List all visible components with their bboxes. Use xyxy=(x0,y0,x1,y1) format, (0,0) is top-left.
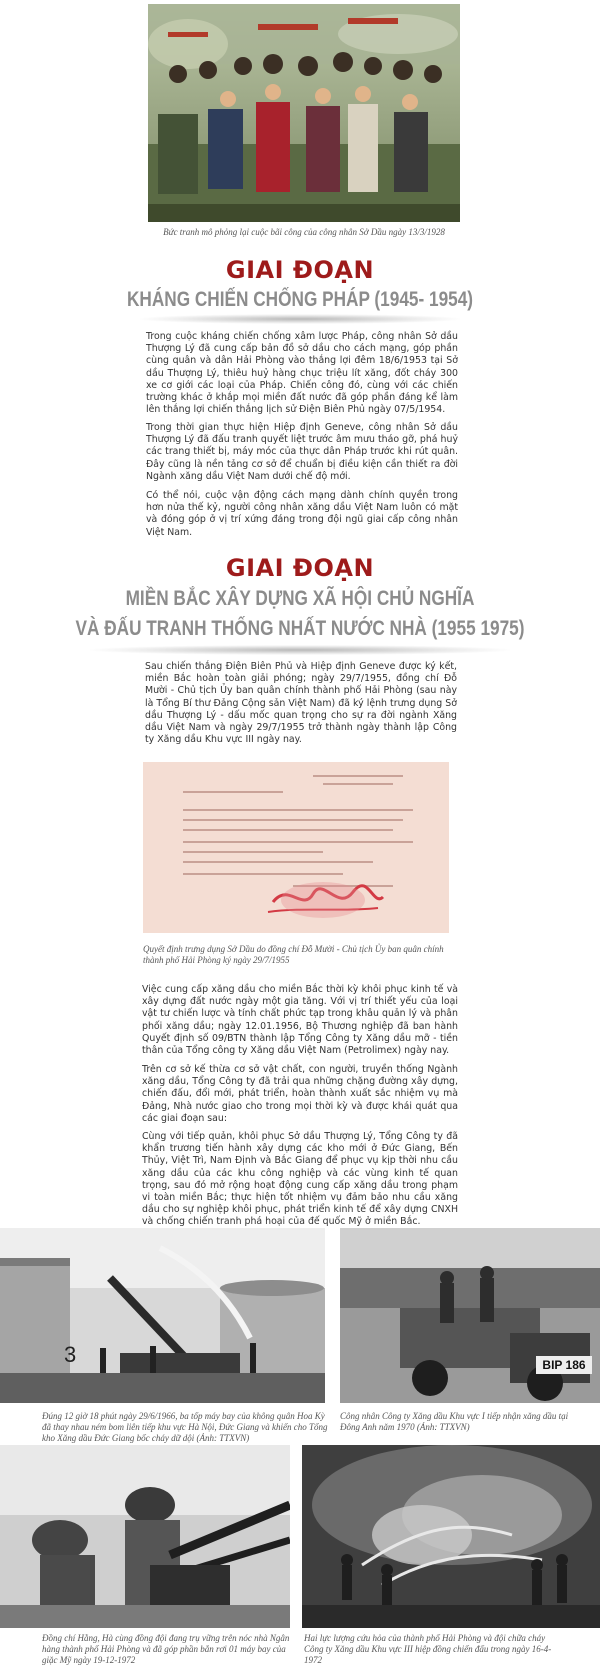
strike-painting-image xyxy=(148,4,460,222)
section2-paragraph-3: Trên cơ sở kế thừa cơ sở vật chất, con người, truyền thống Ngành xăng dầu, Tổng Công ty đã trải qua những chặng đường xây dựng, chiến đấu, đổi mới, phát triển, hoàn thành xuất sắc nhiệm vụ mà Đảng, Nhà nước giao cho trong mọi thời kỳ và được khái quát qua các giai đoạn sau: xyxy=(142,1064,458,1124)
section2-title-line1: MIỀN BẮC XÂY DỰNG XÃ HỘI CHỦ NGHĨA xyxy=(125,587,475,610)
firefighters-photo xyxy=(302,1445,600,1628)
anti-aircraft-crew-caption: Đồng chí Hằng, Hà cùng đồng đội đang trụ vững trên nóc nhà Ngân hàng thành phố Hải Phòng và đã góp phần bắn rơi 01 máy bay của giặc Mỹ ngày 19-12-1972 xyxy=(42,1633,290,1665)
duc-giang-depot-photo xyxy=(0,1228,325,1403)
section1-paragraph-2: Trong thời gian thực hiện Hiệp định Geneve, công nhân Sở dầu Thượng Lý đã đấu tranh quyết liệt trước âm mưu tháo gỡ, phá huỷ các trang thiết bị, máy móc của thực dân Pháp trước khi rút quân. Đây cũng là nền tảng cơ sở để chuẩn bị điều kiện cần thiết ra đời Ngành xăng dầu Việt Nam dưới chế độ mới. xyxy=(146,422,458,482)
dong-anh-truck-caption: Công nhân Công ty Xăng dầu Khu vực I tiếp nhận xăng dầu tại Đông Anh năm 1970 (Ảnh: TTXVN) xyxy=(340,1411,569,1432)
firefighters-caption: Hai lực lượng cứu hỏa của thành phố Hải Phòng và đội chữa cháy Công ty Xăng dầu Khu vực III hiệp đồng chiến đấu trong ngày 16-4-1972 xyxy=(304,1633,552,1665)
section1-paragraph-3: Có thể nói, cuộc vận động cách mạng dành chính quyền trong hơn nửa thế kỷ, người công nhân xăng dầu Việt Nam luôn có mặt và đóng góp ở vị trí xứng đáng trong đội ngũ giai cấp công nhân Việt Nam. xyxy=(146,490,458,538)
requisition-document-caption: Quyết định trưng dụng Sở Dầu do đồng chí Đỗ Mười - Chủ tịch Ủy ban quân chính thành phố Hải Phòng ký ngày 29/7/1955 xyxy=(143,944,444,965)
duc-giang-photo-number: 3 xyxy=(64,1342,77,1367)
section1-paragraph-1: Trong cuộc kháng chiến chống xâm lược Pháp, công nhân Sở dầu Thượng Lý đã cung cấp bản đồ sở dầu cho cách mạng, góp phần cùng quân và dân Hải Phòng vào thắng lợi đêm 18/6/1953 tại Sở dầu Thượng Lý, thiêu huỷ hàng chục triệu lít xăng, đốt cháy 300 xe cơ giới các loại của Pháp. Chiến công đó, cùng với các chiến trường khác ở khắp mọi miền đất nước đã góp phần đáng kể làm lên thắng lợi chiến thắng lịch sử Điện Biên Phủ ngày 07/5/1954. xyxy=(146,331,458,416)
section2-paragraph-4: Cùng với tiếp quản, khôi phục Sở dầu Thượng Lý, Tổng Công ty đã khẩn trương tiến hành xây dựng các kho mới ở Đức Giang, Bến Thủy, Việt Trì, Nam Định và Bắc Giang để phục vụ kịp thời nhu cầu xăng dầu của các khu công nghiệp và các vùng kinh tế quan trọng, sau đó mở rộng hoạt động cung cấp xăng dầu trong phạm vi toàn miền Bắc; thực hiện tốt nhiệm vụ đảm bảo nhu cầu xăng dầu cho sự nghiệp khôi phục, phát triển kinh tế để xây dựng CNXH và chống chiến tranh phá hoại của đế quốc Mỹ ở miền Bắc. xyxy=(142,1131,458,1228)
section2-title-line2: VÀ ĐẤU TRANH THỐNG NHẤT NƯỚC NHÀ (1955 1975) xyxy=(75,617,525,640)
strike-painting-caption: Bức tranh mô phỏng lại cuộc bãi công của công nhân Sở Dầu ngày 13/3/1928 xyxy=(163,227,445,237)
anti-aircraft-crew-photo xyxy=(0,1445,290,1628)
section2-title-shadow xyxy=(90,645,510,655)
section1-kicker: GIAI ĐOẠN xyxy=(225,256,375,284)
section2-paragraph-1: Sau chiến thắng Điện Biên Phủ và Hiệp định Geneve được ký kết, miền Bắc hoàn toàn giải phóng; ngày 29/7/1955, đồng chí Đỗ Mười - Chủ tịch Ủy ban quân chính thành phố Hải Phòng (sau này là Tổng Bí thư Đảng Cộng sản Việt Nam) đã ký lệnh trưng dụng Sở dầu Thượng Lý - dấu mốc quan trọng cho sự ra đời ngành Xăng dầu Việt Nam và ngày 29/7/1955 trở thành ngày thành lập Công ty Xăng dầu Khu vực III ngày nay. xyxy=(145,661,457,746)
section2-paragraph-2: Việc cung cấp xăng dầu cho miền Bắc thời kỳ khôi phục kinh tế và xây dựng đất nước ngày một gia tăng. Với vị trí thiết yếu của loại vật tư chiến lược và tính chất phức tạp trong khâu quản lý và phân phối xăng dầu; ngày 12.01.1956, Bộ Thương nghiệp đã ban hành Quyết định số 09/BTN thành lập Tổng Công ty Xăng dầu mỡ - tiền thân của Tổng công ty Xăng dầu Việt Nam (Petrolimex) ngày nay. xyxy=(142,984,458,1057)
section2-kicker: GIAI ĐOẠN xyxy=(225,554,375,582)
truck-license-plate: BIP 186 xyxy=(542,1358,586,1372)
dong-anh-truck-photo xyxy=(340,1228,600,1403)
duc-giang-depot-caption: Đúng 12 giờ 18 phút ngày 29/6/1966, ba tốp máy bay của không quân Hoa Kỳ đã thay nhau ném bom liên tiếp khu vực Hà Nội, Đức Giang và khiến cho Tổng kho Xăng dầu Đức Giang bốc cháy dữ dội (Ảnh: TTXVN) xyxy=(42,1411,328,1443)
requisition-document-image xyxy=(143,762,449,933)
section1-title: KHÁNG CHIẾN CHỐNG PHÁP (1945- 1954) xyxy=(126,288,474,311)
section1-title-shadow xyxy=(140,314,460,324)
